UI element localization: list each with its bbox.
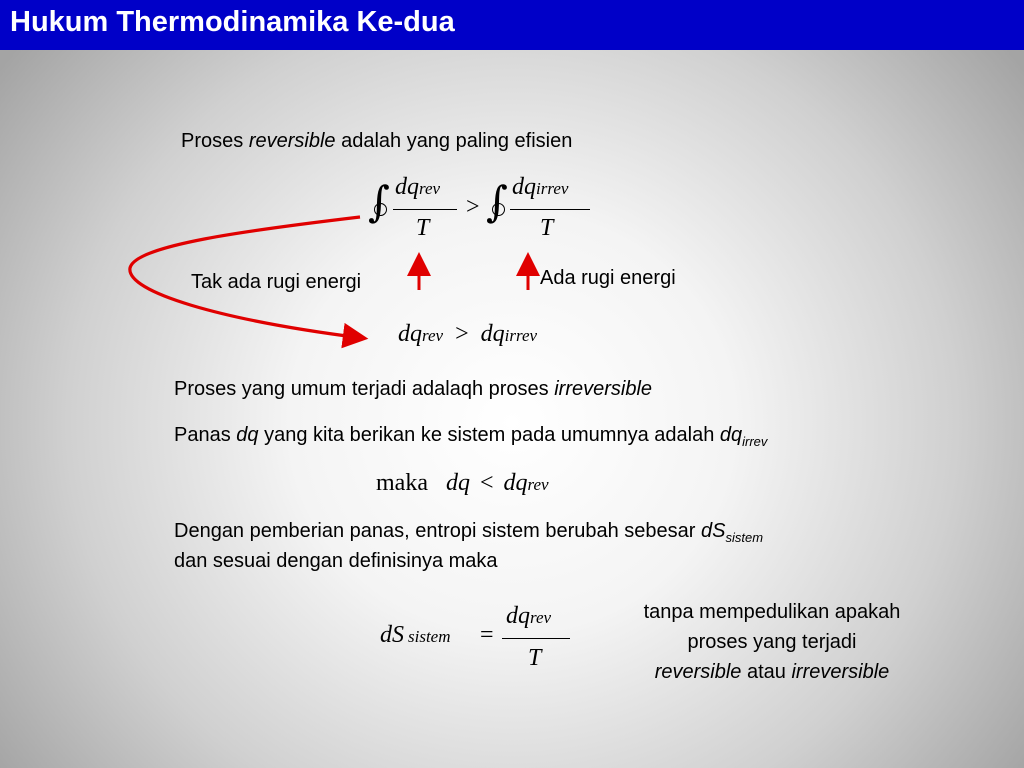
eq-fraction-bar [502, 638, 570, 639]
slide-title: Hukum Thermodinamika Ke-dua [10, 6, 455, 38]
frac-right-denominator: T [540, 215, 554, 241]
frac-left-denominator: T [416, 215, 430, 241]
eq-lhs: dS sistem [380, 622, 451, 648]
label-energy-loss: Ada rugi energi [540, 267, 676, 289]
statement-reversible-post: adalah yang paling efisien [335, 130, 573, 152]
inequality-maka: maka dq < dqrev [376, 470, 549, 496]
greater-than-sign: > [466, 194, 480, 220]
frac-right-numerator: dqirrev [512, 174, 569, 200]
eq-numerator: dqrev [506, 603, 552, 629]
frac-left-numerator: dqrev [395, 174, 441, 200]
note-regardless: tanpa mempedulikan apakah proses yang terjadi reversible atau irreversible [643, 601, 901, 683]
statement-reversible-em: reversible [248, 130, 336, 152]
statement-reversible-pre: Proses [181, 130, 249, 152]
statement-irreversible: Proses yang umum terjadi adalaqh proses irreversible [174, 378, 653, 400]
statement-definition: dan sesuai dengan definisinya maka [174, 550, 498, 572]
inequality-dq-rev-irrev: dqrev > dqirrev [398, 321, 538, 347]
statement-heat-dq: Panas dq yang kita berikan ke sistem pada umumnya adalah $dq_{irrev}$ [174, 424, 768, 449]
statement-entropy-change: Dengan pemberian panas, entropi sistem berubah sebesar $dS_{sistem}$ [174, 520, 764, 545]
eq-equals: = [480, 622, 494, 648]
cyclic-integral-left: ∫ [368, 177, 390, 226]
cyclic-integral-right: ∫ [486, 177, 508, 226]
eq-denominator: T [528, 645, 542, 671]
label-no-energy-loss: Tak ada rugi energi [191, 271, 362, 293]
